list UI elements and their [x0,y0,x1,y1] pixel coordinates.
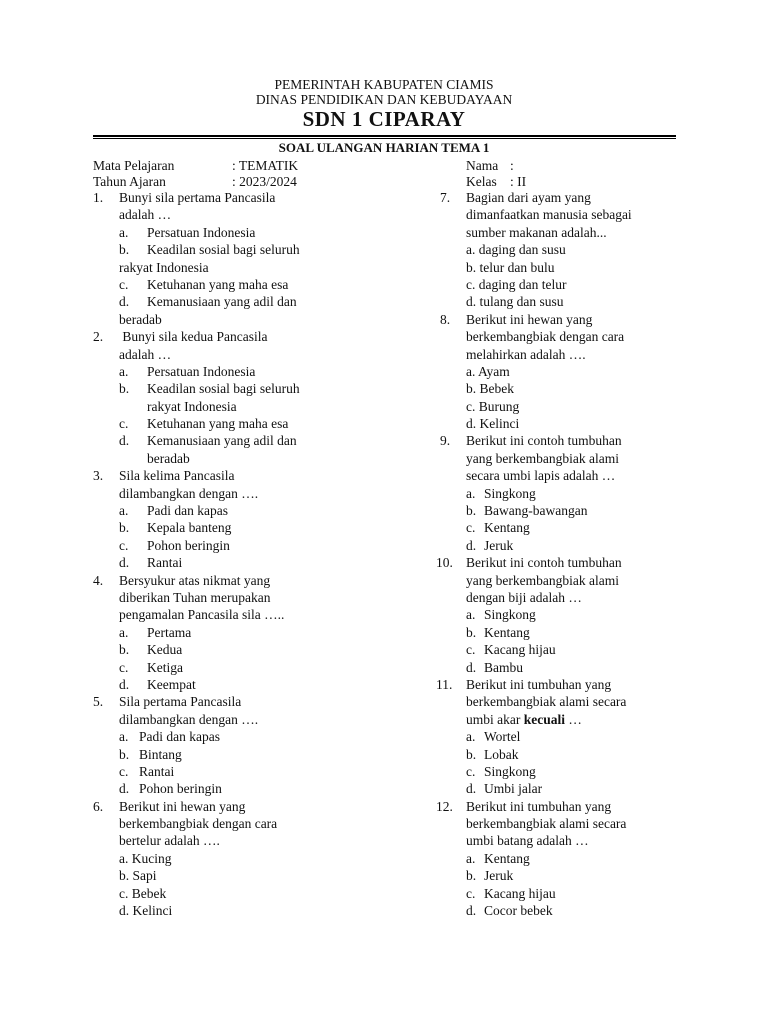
option-b: Lobak [484,746,519,762]
exam-title: SOAL ULANGAN HARIAN TEMA 1 [278,140,490,155]
class-value: : II [510,174,527,189]
option-key: d. [119,555,130,571]
option-d: Kemanusiaan yang adil dan [147,294,297,310]
option-key: a. [466,607,476,623]
question-number: 4. [93,572,104,588]
option-key: b. [466,868,477,884]
subject-value: : TEMATIK [232,158,299,173]
question-text: umbi batang adalah … [466,833,589,849]
header-divider-thin [93,138,676,139]
option-b: Jeruk [484,868,514,884]
option-b: Keadilan sosial bagi seluruh [147,381,300,397]
option-key: b. [119,520,130,536]
question-6 [93,798,423,920]
question-text: dimanfaatkan manusia sebagai [466,207,632,223]
question-10 [436,554,690,676]
question-column-right [436,189,690,919]
option-c: Kacang hijau [484,642,556,658]
option-b: Bintang [139,746,182,762]
option-b: Keadilan sosial bagi seluruh [147,242,300,258]
option-a: Persatuan Indonesia [147,363,256,379]
header-department: DINAS PENDIDIKAN DAN KEBUDAYAAN [255,92,513,107]
header-divider [93,135,676,137]
question-text: Bunyi sila kedua Pancasila [119,329,268,345]
question-text: sumber makanan adalah... [466,224,607,240]
option-key: d. [466,659,477,675]
option-b: Bawang-bawangan [484,503,588,519]
option-c: c. daging dan telur [466,276,567,292]
option-a: Padi dan kapas [139,729,220,745]
question-text: Bersyukur atas nikmat yang [119,572,271,588]
question-text: Berikut ini tumbuhan yang [466,676,612,692]
option-key: d. [119,433,130,449]
option-key: b. [119,746,130,762]
question-number: 8. [440,311,451,327]
question-text: berkembangbiak dengan cara [119,816,278,832]
question-text: secara umbi lapis adalah … [466,468,616,484]
option-key: a. [466,850,476,866]
option-key: c. [466,763,476,779]
option-a: a. daging dan susu [466,242,566,258]
option-d: Kemanusiaan yang adil dan [147,433,297,449]
option-b: Kentang [484,624,530,640]
option-c: Singkong [484,763,536,779]
question-text: Bagian dari ayam yang [466,190,591,205]
question-number: 1. [93,190,104,205]
option-c: Kacang hijau [484,885,556,901]
option-d: Umbi jalar [484,781,543,797]
question-text: yang berkembangbiak alami [466,450,619,466]
option-key: b. [119,381,130,397]
question-text: Sila pertama Pancasila [119,694,242,710]
option-key: b. [119,642,130,658]
option-a: Persatuan Indonesia [147,224,256,240]
option-key: a. [119,624,129,640]
option-key: c. [119,763,129,779]
option-key: b. [119,242,130,258]
option-b: b. Sapi [119,868,157,884]
question-text: Berikut ini contoh tumbuhan [466,433,622,449]
option-d: Keempat [147,676,196,692]
option-d: Jeruk [484,537,514,553]
option-key: c. [466,520,476,536]
option-d: d. Kelinci [119,903,173,919]
question-8 [440,311,690,433]
question-number: 10. [436,555,453,571]
question-1 [93,189,423,328]
option-key: c. [466,885,476,901]
option-c: Kentang [484,520,530,536]
question-text: dilambangkan dengan …. [119,711,259,727]
question-text: Berikut ini hewan yang [466,311,593,327]
student-name-label: Nama [466,158,499,173]
option-d: Cocor bebek [484,903,553,919]
option-c: Rantai [139,763,175,779]
question-text: dilambangkan dengan …. [119,485,259,501]
question-number: 2. [93,329,104,345]
option-d-continued: beradab [147,450,190,466]
option-b-continued: rakyat Indonesia [147,398,237,414]
option-key: a. [119,729,129,745]
option-b: Kedua [147,642,183,658]
option-key: d. [119,676,130,692]
option-key: c. [119,537,129,553]
option-key: d. [466,781,477,797]
question-text: Berikut ini tumbuhan yang [466,798,612,814]
option-c: c. Burung [466,398,520,414]
question-5 [93,693,423,797]
option-key: c. [119,276,129,292]
option-a: Pertama [147,624,192,640]
option-b-continued: rakyat Indonesia [119,259,209,275]
option-key: b. [466,624,477,640]
question-text: Berikut ini contoh tumbuhan [466,555,622,571]
header-school-name: SDN 1 CIPARAY [302,107,466,131]
question-2 [93,328,423,467]
option-b: b. telur dan bulu [466,259,555,275]
option-d: d. tulang dan susu [466,294,564,310]
question-number: 11. [436,676,453,692]
option-key: a. [119,363,129,379]
option-key: c. [119,659,129,675]
option-d: Rantai [147,555,183,571]
option-key: d. [466,537,477,553]
question-text: adalah … [119,207,172,223]
question-number: 6. [93,798,104,814]
option-a: Padi dan kapas [147,503,228,519]
option-key: d. [119,294,130,310]
question-3 [93,467,423,571]
option-a: a. Ayam [466,363,510,379]
option-key: a. [466,729,476,745]
question-7 [440,189,690,311]
question-number: 3. [93,468,104,484]
question-text: bertelur adalah …. [119,833,220,849]
option-key: a. [119,224,129,240]
option-key: a. [119,503,129,519]
question-text: berkembangbiak alami secara [466,816,627,832]
class-label: Kelas [466,174,497,189]
option-key: a. [466,485,476,501]
question-number: 5. [93,694,104,710]
question-column-left [93,189,423,919]
option-a: a. Kucing [119,850,172,866]
option-key: b. [466,746,477,762]
option-d: Pohon beringin [139,781,222,797]
question-11 [436,676,690,798]
option-c: c. Bebek [119,885,167,901]
option-d: Bambu [484,659,523,675]
option-d: d. Kelinci [466,416,520,432]
question-text: Sila kelima Pancasila [119,468,235,484]
option-c: Ketuhanan yang maha esa [147,416,289,432]
question-text: dengan biji adalah … [466,589,582,605]
question-number: 9. [440,433,451,449]
option-a: Singkong [484,485,536,501]
question-12 [436,798,690,920]
question-9 [440,432,690,554]
option-a: Wortel [484,729,521,745]
question-text: diberikan Tuhan merupakan [119,589,271,605]
option-key: d. [119,781,130,797]
question-text-part: umbi akar [466,711,524,727]
question-text: adalah … [119,346,172,362]
year-value: : 2023/2024 [232,174,297,189]
option-key: d. [466,903,477,919]
question-text: melahirkan adalah …. [466,346,586,362]
option-b: Kepala banteng [147,520,232,536]
option-key: c. [466,642,476,658]
option-c: Pohon beringin [147,537,230,553]
question-number: 12. [436,798,453,814]
student-name-value: : [510,158,514,173]
year-label: Tahun Ajaran [93,174,166,189]
option-b: b. Bebek [466,381,514,397]
question-number: 7. [440,190,451,205]
option-a: Singkong [484,607,536,623]
subject-label: Mata Pelajaran [93,158,175,173]
question-text: Berikut ini hewan yang [119,798,246,814]
option-key: b. [466,503,477,519]
emphasis-kecuali: kecuali [523,711,565,727]
question-text [466,711,582,728]
question-text-part: … [565,711,582,727]
question-text: Bunyi sila pertama Pancasila [119,190,276,205]
question-4 [93,572,423,694]
question-text: pengamalan Pancasila sila ….. [119,607,285,623]
header-government: PEMERINTAH KABUPATEN CIAMIS [274,77,494,92]
question-text: berkembangbiak alami secara [466,694,627,710]
question-text: berkembangbiak dengan cara [466,329,625,345]
option-a: Kentang [484,850,530,866]
option-d-continued: beradab [119,311,162,327]
option-c: Ketuhanan yang maha esa [147,276,289,292]
option-c: Ketiga [147,659,183,675]
option-key: c. [119,416,129,432]
question-text: yang berkembangbiak alami [466,572,619,588]
